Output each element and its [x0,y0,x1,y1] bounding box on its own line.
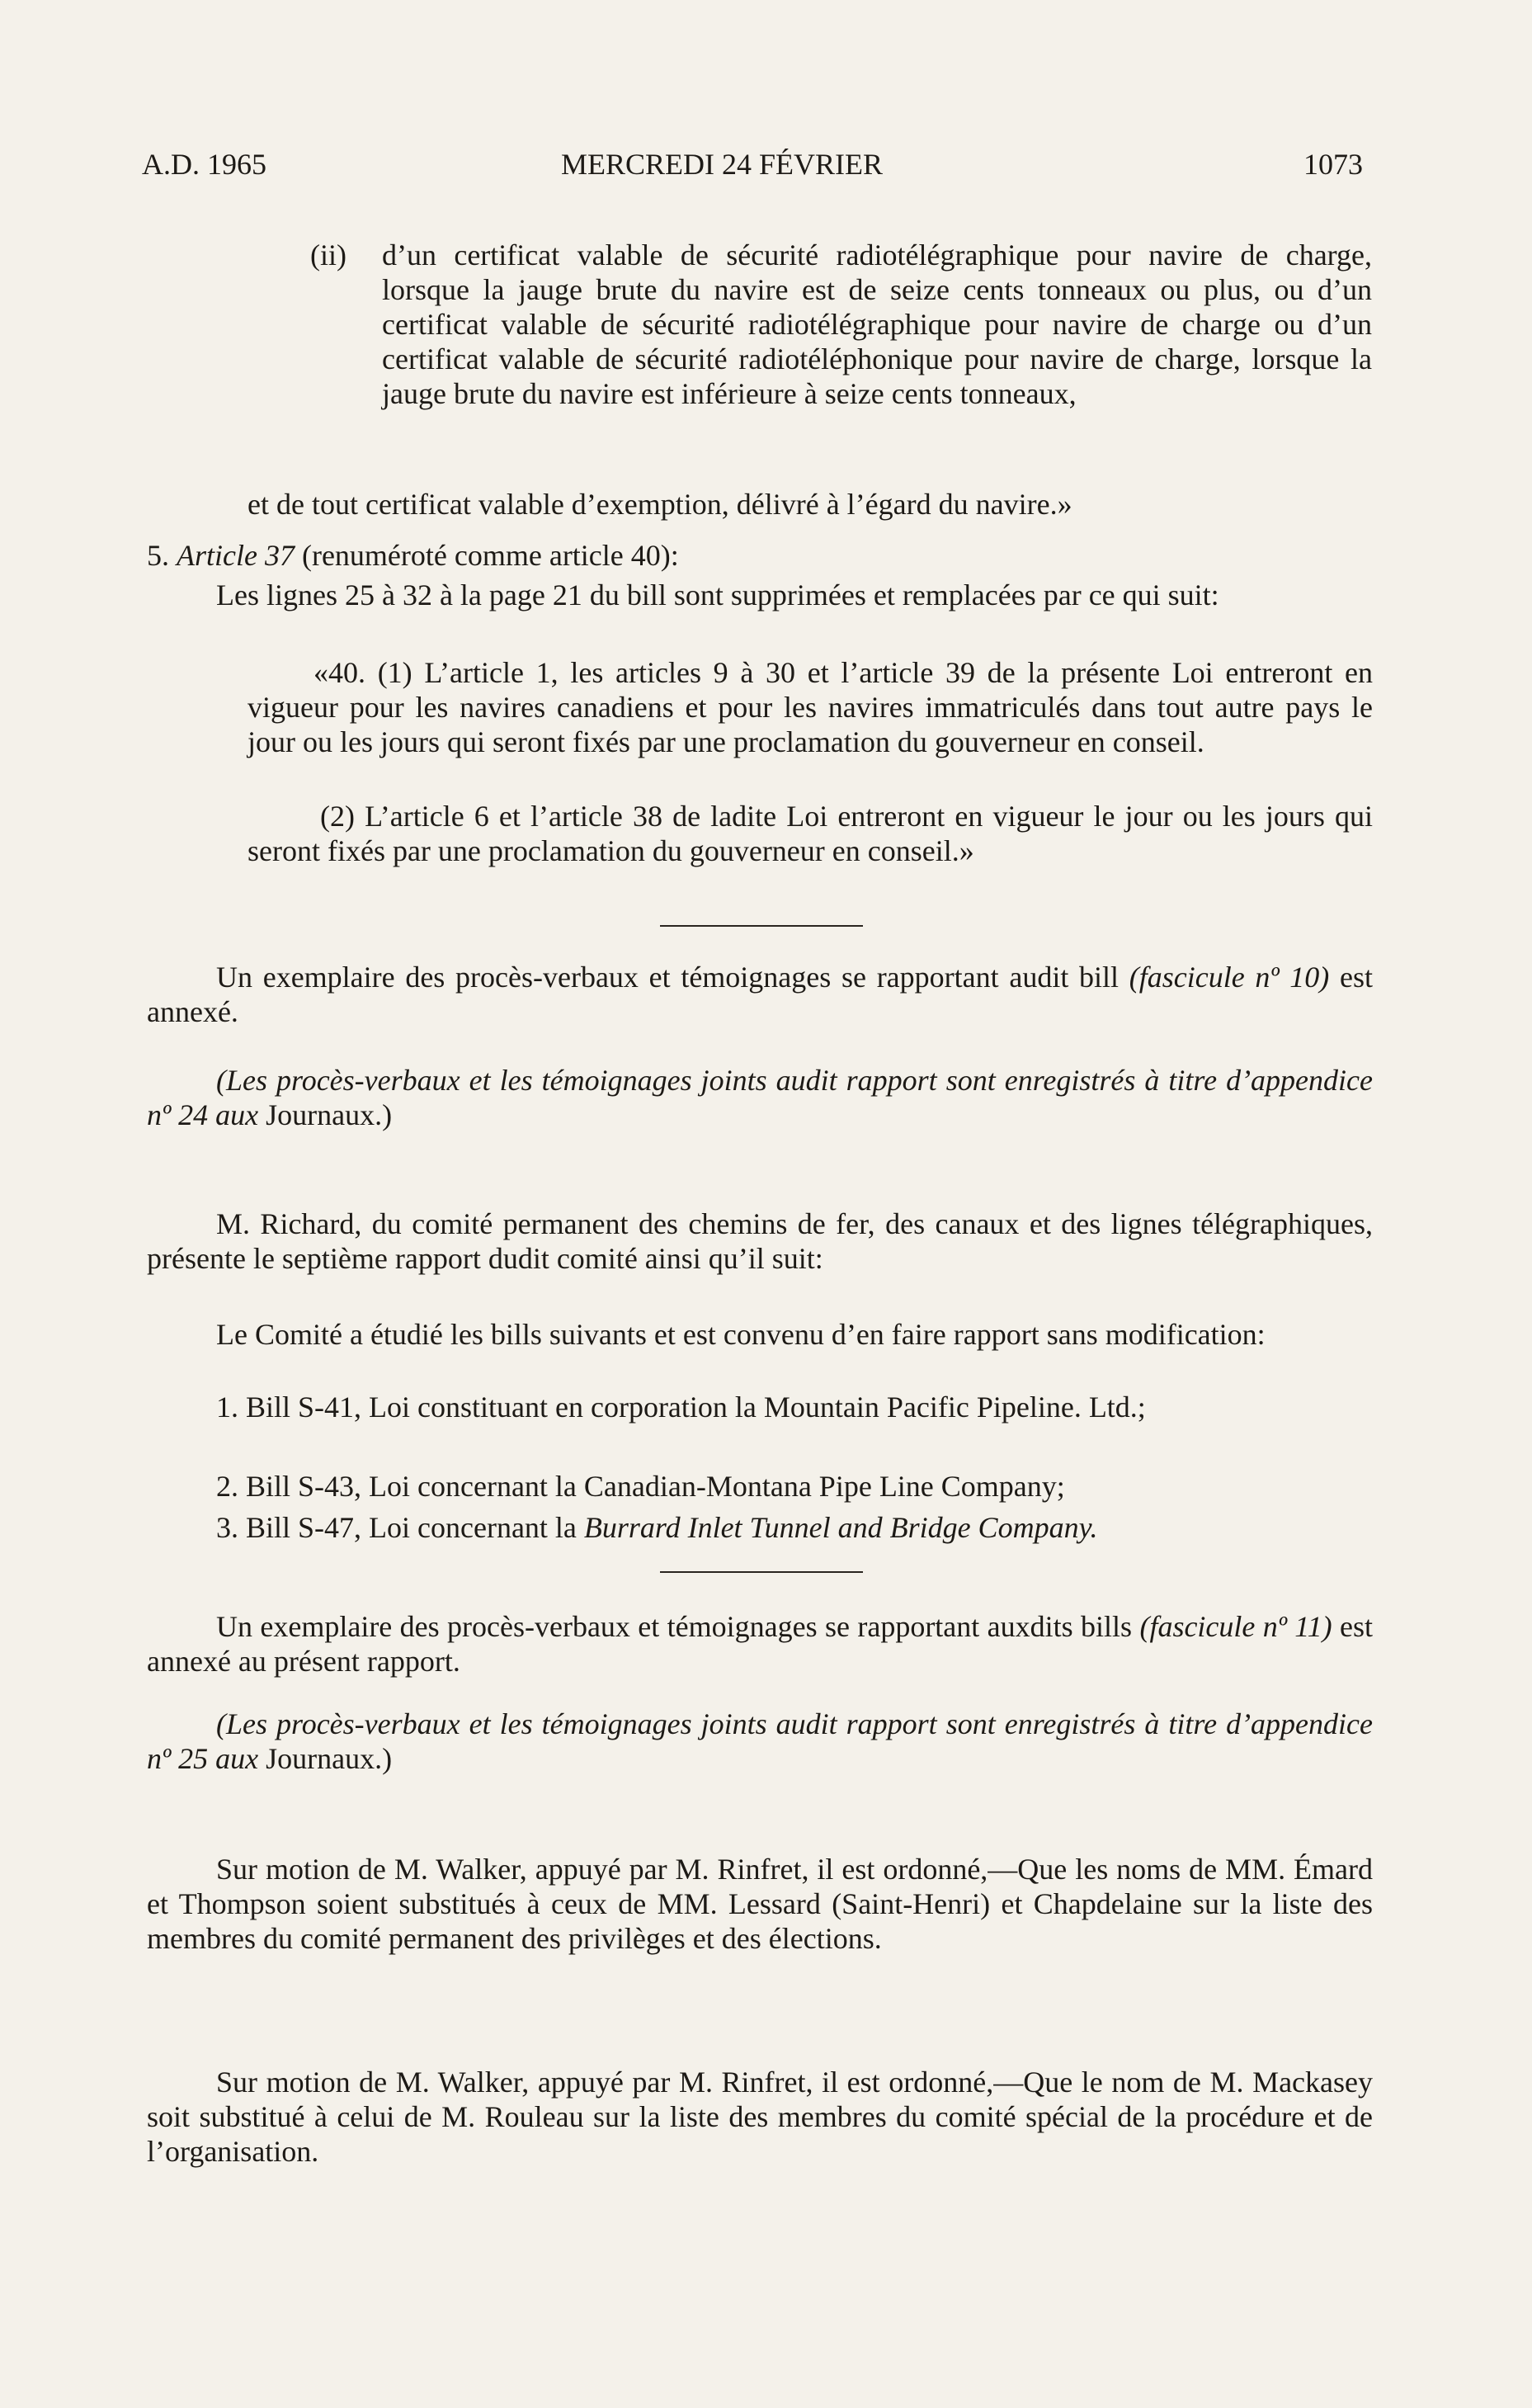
section-divider [660,1571,863,1573]
article-40-subsection-1: «40. (1) L’article 1, les articles 9 à 30 et l’article 39 de la présente Loi entreront en vigueur pour les navires canadiens et pour les navires immatriculés dans tout autre pays le jour ou les jours qui seront fixés par une proclamation du gouverneur en conseil. [247,656,1373,758]
copy2-end: est annexé au présent rapport. [147,1610,1374,1678]
bill-item [147,1510,1373,1545]
note1-italic: (Les procès-verbaux et les témoignages joints audit rapport sont enregistrés à titre d’appendice nº 24 aux [147,1064,1373,1131]
header-date: MERCREDI 24 FÉVRIER [561,148,884,181]
copy1-fascicule: (fascicule nº 10) [1129,961,1330,994]
bill3-company: Burrard Inlet Tunnel and Bridge Company. [583,1511,1098,1544]
item-5-rest: (renuméroté comme article 40): [301,539,679,572]
bill-item: 1. Bill S-41, Loi constituant en corporation la Mountain Pacific Pipeline. Ltd.; [216,1391,1146,1424]
section-divider [660,925,863,927]
motion-paragraph-1: Sur motion de M. Walker, appuyé par M. Rinfret, il est ordonné,—Que les noms de MM. Émard et Thompson soient substitués à ceux de MM. Lessard (Saint-Henri) et Chapdelaine sur la liste des membres du comité permanent des privilèges et des élections. [147,1853,1373,1955]
appendix-note-2 [147,1707,1373,1776]
exemption-paragraph: et de tout certificat valable d’exemption, délivré à l’égard du navire.» [247,488,1072,521]
lignes-paragraph: Les lignes 25 à 32 à la page 21 du bill sont supprimées et remplacées par ce qui suit: [216,578,1219,611]
copy1-text: Un exemplaire des procès-verbaux et témoignages se rapportant audit bill [216,961,1120,994]
minutes-copy-paragraph-2 [147,1609,1373,1679]
copy1-end: est annexé. [147,961,1373,1028]
committee-paragraph: Le Comité a étudié les bills suivants et est convenu d’en faire rapport sans modification: [216,1318,1266,1351]
appendix-note-1 [147,1063,1373,1132]
note1-end: Journaux.) [266,1098,393,1131]
bill3-text: 3. Bill S-47, Loi concernant la [216,1511,577,1544]
motion-paragraph-2: Sur motion de M. Walker, appuyé par M. Rinfret, il est ordonné,—Que le nom de M. Mackasey soit substitué à celui de M. Rouleau sur la liste des membres du comité spécial de la procédure et de l’organisation. [147,2066,1373,2168]
note2-italic: (Les procès-verbaux et les témoignages joints audit rapport sont enregistrés à titre d’appendice nº 25 aux [147,1707,1373,1775]
bill-item: 2. Bill S-43, Loi concernant la Canadian-Montana Pipe Line Company; [216,1470,1065,1503]
richard-report-paragraph: M. Richard, du comité permanent des chemins de fer, des canaux et des lignes télégraphiques, présente le septième rapport dudit comité ainsi qu’il suit: [147,1207,1373,1275]
header-page-number: 1073 [1303,148,1363,181]
item-5-heading [147,538,1368,573]
item-5-number: 5. [147,539,169,572]
copy2-text: Un exemplaire des procès-verbaux et témoignages se rapportant auxdits bills [216,1610,1133,1643]
header-year: A.D. 1965 [142,148,266,181]
copy2-fascicule: (fascicule nº 11) [1139,1610,1332,1643]
subparagraph-ii-text: d’un certificat valable de sécurité radiotélégraphique pour navire de charge, lorsque la jauge brute du navire est de seize cents tonneaux ou plus, ou d’un certificat valable de sécurité radiotélégraphique pour navire de charge ou d’un certificat valable de sécurité radiotéléphonique pour navire de charge, lorsque la jauge brute du navire est inférieure à seize cents tonneaux, [382,238,1372,410]
subparagraph-label: (ii) [310,238,346,271]
minutes-copy-paragraph-1 [147,960,1373,1029]
item-5-article: Article 37 [177,539,295,572]
article-40-subsection-2: (2) L’article 6 et l’article 38 de ladite Loi entreront en vigueur le jour ou les jours qui seront fixés par une proclamation du gouverneur en conseil.» [247,800,1373,867]
note2-end: Journaux.) [266,1742,393,1775]
